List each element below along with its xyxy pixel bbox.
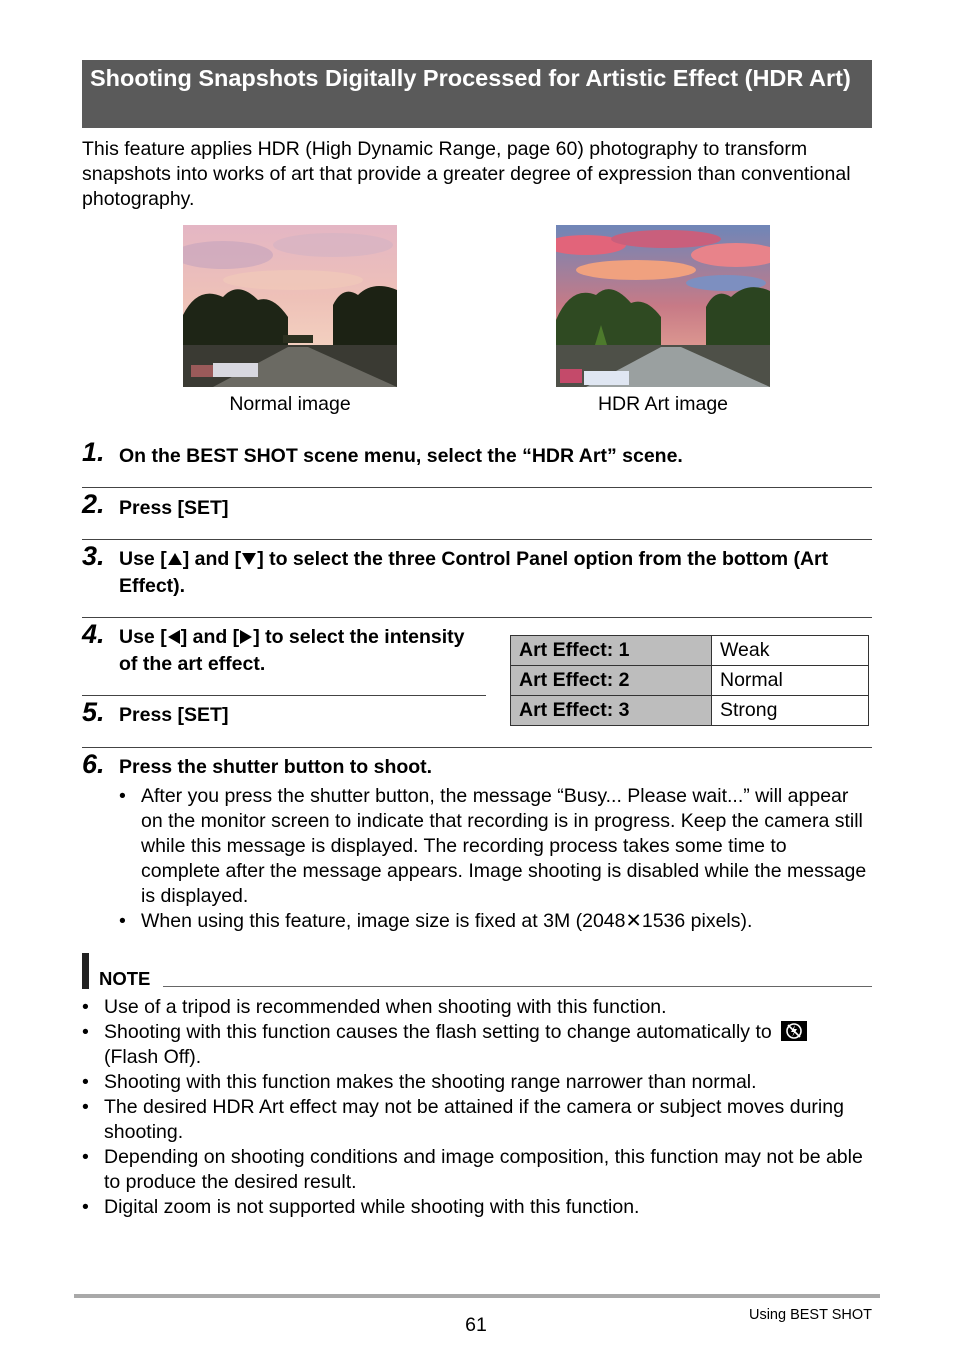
list-item-text: Digital zoom is not supported while shooting with this function. bbox=[104, 1196, 640, 1218]
list-item-text-b: 1536 pixels). bbox=[641, 910, 753, 932]
step-5-number: 5. bbox=[82, 697, 105, 727]
art-effect-value: Strong bbox=[712, 696, 869, 726]
list-item: • When using this feature, image size is fixed at 3M (2048✕1536 pixels). bbox=[119, 910, 753, 932]
table-row bbox=[511, 636, 869, 666]
hdr-art-image bbox=[556, 225, 770, 387]
down-triangle-icon bbox=[241, 552, 257, 566]
divider bbox=[82, 695, 486, 696]
list-item: • Depending on shooting conditions and image composition, this function may not be able to produce the desired result. bbox=[82, 1146, 863, 1193]
divider bbox=[82, 539, 872, 540]
step-4-text-c: ] to select the intensity of the art effect. bbox=[119, 626, 465, 675]
step-2-text: Press [SET] bbox=[119, 497, 229, 519]
step-6-bullets bbox=[119, 784, 869, 934]
page-number: 61 bbox=[465, 1314, 487, 1336]
list-item: • Shooting with this function makes the shooting range narrower than normal. bbox=[82, 1071, 757, 1093]
art-effect-value: Weak bbox=[712, 636, 869, 666]
step-5-text: Press [SET] bbox=[119, 704, 229, 726]
list-item: • The desired HDR Art effect may not be attained if the camera or subject moves during shooting. bbox=[82, 1096, 844, 1143]
step-2-number: 2. bbox=[82, 489, 105, 519]
divider bbox=[82, 487, 872, 488]
list-item-text: Shooting with this function makes the shooting range narrower than normal. bbox=[104, 1071, 757, 1093]
step-4-text-b: ] and [ bbox=[180, 626, 240, 648]
list-item: • Shooting with this function causes the flash setting to change automatically to (Flash Off). bbox=[82, 1020, 872, 1070]
section-name: Using BEST SHOT bbox=[748, 1307, 872, 1323]
list-item-text: After you press the shutter button, the message “Busy... Please wait...” will appear on the monitor screen to indicate that recording is in progress. Keep the camera still while this message is displayed. The recording process takes some time to complete after the message appears. Image shooting is disabled while the message is displayed. bbox=[141, 785, 867, 907]
normal-image-caption: Normal image bbox=[229, 393, 351, 415]
step-6-text: Press the shutter button to shoot. bbox=[119, 756, 433, 778]
list-item: • After you press the shutter button, the message “Busy... Please wait...” will appear on the monitor screen to indicate that recording is in progress. Keep the camera still while this message is displayed. The recording process takes some time to complete after the message appears. Image shooting is disabled while the message is displayed. bbox=[119, 785, 867, 907]
list-item-text: Depending on shooting conditions and image composition, this function may not be able to produce the desired result. bbox=[104, 1146, 863, 1193]
note-marker bbox=[82, 953, 89, 989]
step-4-text-a: Use [ bbox=[119, 626, 167, 648]
list-item-text: Use of a tripod is recommended when shooting with this function. bbox=[104, 996, 667, 1018]
step-3-text-b: ] and [ bbox=[182, 548, 242, 570]
step-3-number: 3. bbox=[82, 541, 105, 571]
list-item-text-b: (Flash Off). bbox=[104, 1046, 202, 1068]
intro-paragraph: This feature applies HDR (High Dynamic Range, page 60) photography to transform snapshots into works of art that provide a greater degree of expression than conventional photography. bbox=[82, 138, 851, 210]
table-row bbox=[511, 666, 869, 696]
page-title: Shooting Snapshots Digitally Processed for Artistic Effect (HDR Art) bbox=[82, 60, 872, 128]
art-effect-table bbox=[510, 635, 869, 726]
up-triangle-icon bbox=[167, 552, 183, 566]
step-4-number: 4. bbox=[82, 619, 105, 649]
list-item-text-a: Shooting with this function causes the flash setting to change automatically to bbox=[104, 1021, 772, 1043]
note-label: NOTE bbox=[99, 968, 151, 989]
left-triangle-icon bbox=[167, 629, 181, 645]
step-3-text-a: Use [ bbox=[119, 548, 167, 570]
step-3-text bbox=[119, 546, 839, 600]
art-effect-value: Normal bbox=[712, 666, 869, 696]
step-6-number: 6. bbox=[82, 749, 105, 779]
table-row bbox=[511, 696, 869, 726]
list-item-text: The desired HDR Art effect may not be attained if the camera or subject moves during shooting. bbox=[104, 1096, 844, 1143]
hdr-art-image-caption: HDR Art image bbox=[597, 393, 729, 415]
step-1-number: 1. bbox=[82, 437, 105, 467]
footer-divider bbox=[74, 1294, 880, 1298]
art-effect-label: Art Effect: 2 bbox=[511, 666, 712, 696]
list-item-text-a: When using this feature, image size is fixed at 3M (2048 bbox=[141, 910, 626, 932]
list-item: • Digital zoom is not supported while shooting with this function. bbox=[82, 1196, 640, 1218]
step-4-text bbox=[119, 624, 479, 678]
note-list bbox=[82, 995, 872, 1220]
step-3-text-c: ] to select the three Control Panel option from the bottom (Art Effect). bbox=[119, 548, 829, 597]
normal-image bbox=[183, 225, 397, 387]
note-divider bbox=[163, 986, 872, 987]
art-effect-label: Art Effect: 1 bbox=[511, 636, 712, 666]
divider bbox=[82, 747, 872, 748]
multiply-sign: ✕ bbox=[625, 910, 642, 932]
art-effect-label: Art Effect: 3 bbox=[511, 696, 712, 726]
list-item: • Use of a tripod is recommended when shooting with this function. bbox=[82, 996, 667, 1018]
divider bbox=[82, 617, 872, 618]
right-triangle-icon bbox=[239, 629, 253, 645]
flash-off-icon bbox=[781, 1021, 807, 1041]
step-1-text: On the BEST SHOT scene menu, select the “HDR Art” scene. bbox=[119, 445, 683, 467]
